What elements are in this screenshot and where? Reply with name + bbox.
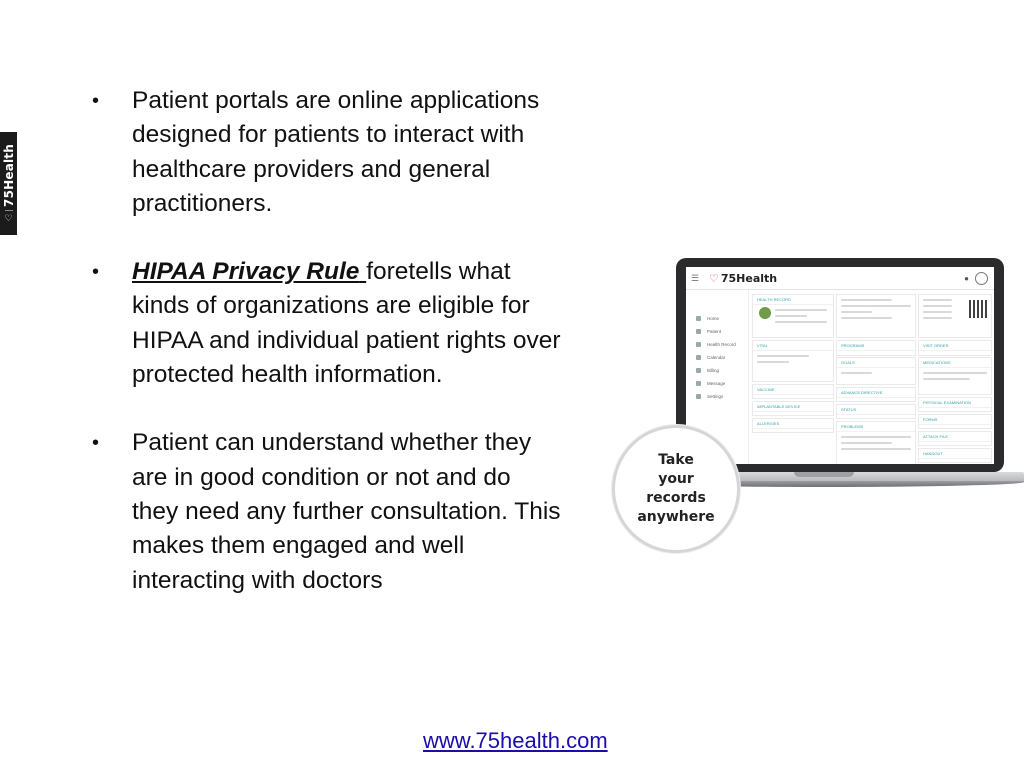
panel-handout: HANDOUT [918,448,992,463]
panel-goals: GOALS [836,357,916,385]
badge-line: your [658,471,694,487]
calendar-icon [696,355,701,360]
panel-attach-file: ATTACH FILE [918,431,992,446]
bullet-list [92,84,562,598]
panel-status: STATUS [836,404,916,419]
app-header [686,267,994,290]
panel-medications: MEDICATIONS [918,357,992,395]
laptop-image [676,258,1004,472]
panel-vaccine: VACCINE [752,384,834,399]
badge-line: Take [658,452,694,468]
bullet-text: Patient can understand whether they are in good condition or not and do they need any further consultation. This makes them engaged and well interacting with doctors [132,429,561,594]
sidebar-item-home: Home [686,312,748,325]
app-logo [709,272,777,285]
bullet-marker: • [92,261,100,284]
home-icon [696,316,701,321]
panel-vital: VITAL [752,340,834,382]
app-name: 75Health [720,271,778,285]
laptop-screen [686,267,994,464]
bullet-item [92,426,562,597]
qr-code [969,300,987,318]
bullet-marker: • [92,90,100,112]
bell-icon: ● [964,273,969,283]
panel-health-record: HEALTH RECORD [752,294,834,338]
sidebar-item-calendar: Calendar [686,351,748,364]
billing-icon [696,368,701,373]
sidebar-item-settings: Settings [686,390,748,403]
bullet-text: foretells what kinds of organizations are eligible for HIPAA and individual patient rights over protected health information. [132,258,561,389]
avatar [975,272,988,285]
panel-programs: PROGRAMS [836,340,916,356]
brand-side-tab [0,132,17,235]
badge-line: anywhere [637,509,715,525]
sidebar-item-patient: Patient [686,325,748,338]
gear-icon [696,394,701,399]
panel-problems: PROBLEMS [836,421,916,464]
sidebar-item-message: Message [686,377,748,390]
message-icon [696,381,701,386]
sidebar-item-billing: Billing [686,364,748,377]
record-icon [696,342,701,347]
hipaa-privacy-rule-link[interactable]: HIPAA Privacy Rule [132,258,360,286]
menu-icon: ☰ [691,272,700,283]
sidebar-item-health-record: Health Record [686,338,748,351]
panel-visit-order: VISIT ORDER [918,340,992,356]
panel-contact [836,294,916,338]
panel-allergies: ALLERGIES [752,418,834,433]
badge-line: records [646,490,706,506]
panel-forms: FORMS [918,414,992,429]
take-records-badge [612,425,740,553]
bullet-text: Patient portals are online applications designed for patients to interact with healthcare providers and general practitioners. [132,87,540,217]
divider [5,210,13,211]
panel-advance-directive: ADVANCE DIRECTIVE [836,387,916,402]
bullet-marker: • [92,432,100,455]
bullet-item [92,255,562,392]
user-icon [696,329,701,334]
website-link[interactable]: www.75health.com [423,728,608,753]
heart-logo-icon: ♡ [4,212,13,223]
brand-name: 75Health [1,144,16,207]
patient-photo [759,307,771,319]
heart-icon: ♡ [709,272,719,285]
panel-physical-examination: PHYSICAL EXAMINATION [918,397,992,412]
panel-visit-info [918,294,992,338]
panel-implantable-device: IMPLANTABLE DEVICE [752,401,834,416]
bullet-item [92,84,562,221]
